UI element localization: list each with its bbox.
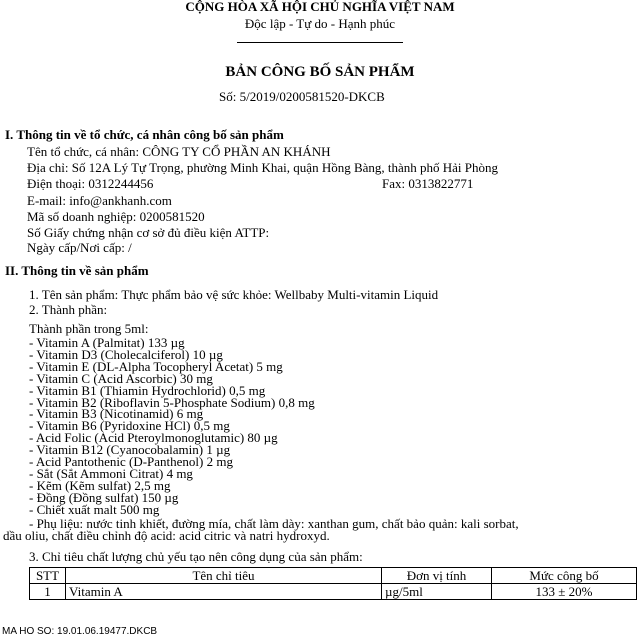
header-level: Mức công bố bbox=[492, 568, 637, 584]
ingredient-item: - Acid Folic (Acid Pteroylmonoglutamic) 80 µg bbox=[29, 430, 278, 446]
ingredient-item: - Vitamin E (DL-Alpha Tocopheryl Acetat) 5 mg bbox=[29, 358, 283, 374]
document-title: BẢN CÔNG BỐ SẢN PHẨM bbox=[225, 64, 415, 80]
ingredient-item: - Vitamin B12 (Cyanocobalamin) 1 µg bbox=[29, 442, 231, 458]
excipients-line-2: dầu oliu, chất điều chỉnh độ acid: acid citric và natri hydroxyd. bbox=[3, 528, 330, 543]
composition-intro: Thành phần trong 5ml: bbox=[29, 321, 149, 336]
ingredient-item: - Vitamin B1 (Thiamin Hydrochlorid) 0,5 mg bbox=[29, 382, 266, 398]
document-number: Số: 5/2019/0200581520-DKCB bbox=[219, 89, 385, 104]
header-indicator: Tên chỉ tiêu bbox=[66, 568, 382, 584]
ingredient-item: - Acid Pantothenic (D-Panthenol) 2 mg bbox=[29, 454, 233, 469]
composition-label: 2. Thành phần: bbox=[29, 302, 108, 317]
org-tax-code: Mã số doanh nghiệp: 0200581520 bbox=[27, 209, 205, 224]
ingredient-item: - Chiết xuất malt 500 mg bbox=[29, 501, 160, 517]
motto: Độc lập - Tự do - Hạnh phúc bbox=[244, 16, 396, 31]
ingredient-item: - Vitamin B6 (Pyridoxine HCl) 0,5 mg bbox=[29, 418, 230, 434]
ingredient-item: - Vitamin B2 (Riboflavin 5-Phosphate Sodium) 0,8 mg bbox=[29, 394, 315, 410]
header-divider bbox=[237, 42, 403, 43]
ingredient-item: - Vitamin D3 (Cholecalciferol) 10 µg bbox=[29, 346, 223, 362]
cell-level: 133 ± 20% bbox=[492, 584, 637, 600]
ingredient-item: - Vitamin B3 (Nicotinamid) 6 mg bbox=[29, 406, 204, 422]
ingredient-item: - Kẽm (Kẽm sulfat) 2,5 mg bbox=[29, 477, 171, 493]
table-row bbox=[30, 584, 637, 600]
org-certificate: Số Giấy chứng nhận cơ sở đủ điều kiện ATTP: bbox=[27, 225, 270, 240]
dossier-code: MA HO SO: 19.01.06.19477.DKCB bbox=[2, 626, 158, 637]
ingredient-item: - Sắt (Sắt Ammoni Citrat) 4 mg bbox=[29, 465, 193, 481]
header-unit: Đơn vị tính bbox=[382, 568, 492, 584]
section2-heading: II. Thông tin về sản phẩm bbox=[5, 263, 149, 278]
org-phone: Điện thoại: 0312244456 bbox=[27, 176, 154, 191]
contact-line bbox=[27, 177, 627, 191]
org-address: Địa chỉ: Số 12A Lý Tự Trọng, phường Minh Khai, quận Hồng Bàng, thành phố Hải Phòng bbox=[27, 160, 499, 175]
product-name: 1. Tên sản phẩm: Thực phẩm bảo vệ sức khỏe: Wellbaby Multi-vitamin Liquid bbox=[29, 287, 439, 302]
org-issue: Ngày cấp/Nơi cấp: / bbox=[27, 240, 132, 255]
org-name: Tên tổ chức, cá nhân: CÔNG TY CỔ PHẦN AN KHÁNH bbox=[27, 144, 331, 159]
header-stt: STT bbox=[30, 568, 66, 584]
cell-unit: µg/5ml bbox=[382, 584, 492, 600]
ingredient-item: - Vitamin A (Palmitat) 133 µg bbox=[29, 335, 185, 350]
quality-heading: 3. Chỉ tiêu chất lượng chủ yếu tạo nên công dụng của sản phẩm: bbox=[29, 549, 363, 564]
excipients-line-1: - Phụ liệu: nước tinh khiết, đường mía, chất làm dày: xanthan gum, chất bảo quản: kali sorbat, bbox=[29, 516, 519, 531]
ingredient-item: - Vitamin C (Acid Ascorbic) 30 mg bbox=[29, 370, 213, 386]
table-header-row bbox=[30, 568, 637, 584]
org-fax: Fax: 0313822771 bbox=[382, 176, 474, 191]
cell-stt: 1 bbox=[30, 584, 66, 600]
quality-table bbox=[29, 567, 637, 600]
ingredient-item: - Đồng (Đồng sulfat) 150 µg bbox=[29, 489, 179, 505]
national-title: CỘNG HÒA XÃ HỘI CHỦ NGHĨA VIỆT NAM bbox=[185, 0, 455, 14]
section1-heading: I. Thông tin về tổ chức, cá nhân công bố sản phẩm bbox=[5, 127, 284, 142]
cell-indicator: Vitamin A bbox=[66, 584, 382, 600]
org-email: E-mail: info@ankhanh.com bbox=[27, 193, 172, 208]
